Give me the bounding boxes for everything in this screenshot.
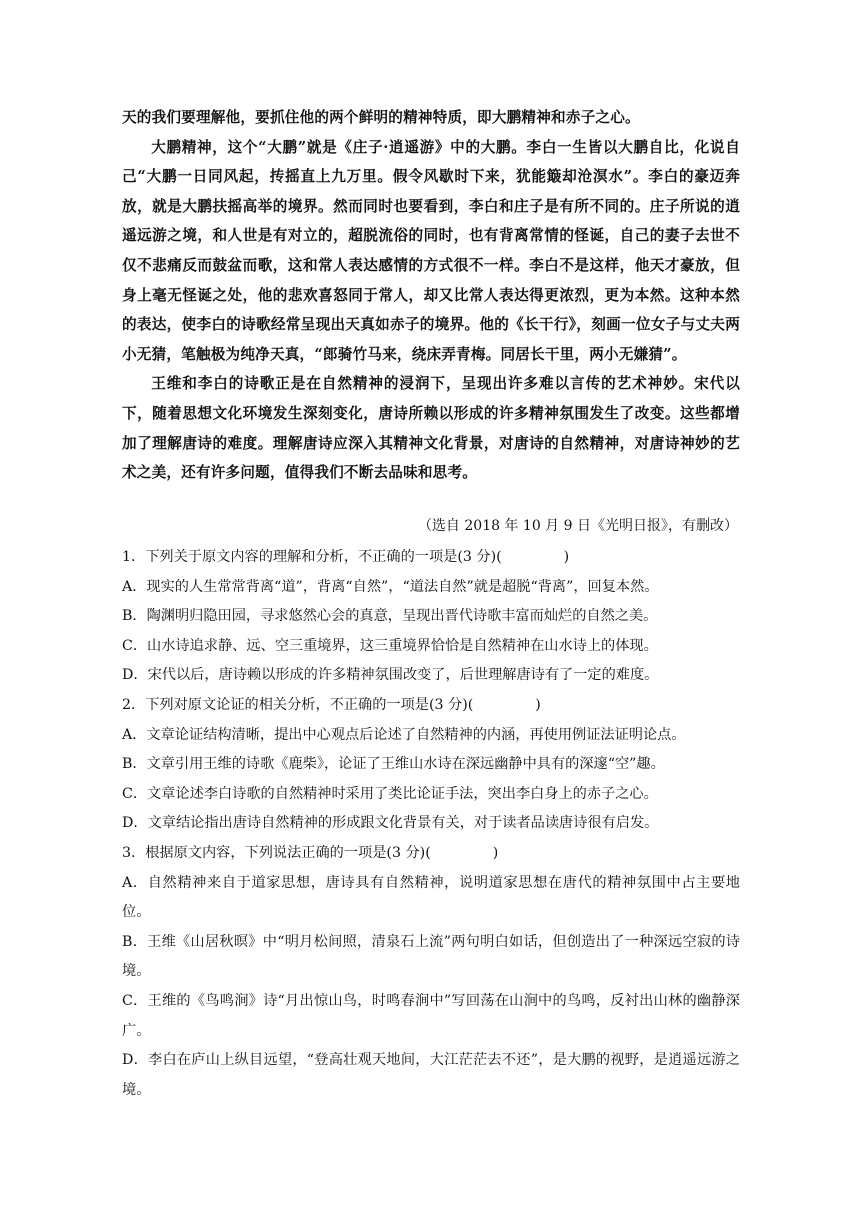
question-2-close: ) (535, 696, 541, 713)
question-3-option-d: D．李白在庐山上纵目远望，“登高壮观天地间，大江茫茫去不还”，是大鹏的视野，是逍遥远游之境。 (122, 1052, 740, 1098)
passage-paragraph-3: 王维和李白的诗歌正是在自然精神的浸润下，呈现出许多难以言传的艺术神妙。宋代以下，随着思想文化环境发生深刻变化，唐诗所赖以形成的许多精神氛围发生了改变。这些都增加了理解唐诗的难度。理解唐诗应深入其精神文化背景，对唐诗的自然精神，对唐诗神妙的艺术之美，还有许多问题，值得我们不断去品味和思考。 (122, 375, 740, 482)
question-2-option-b: B．文章引用王维的诗歌《鹿柴》，论证了王维山水诗在深远幽静中具有的深邃“空”趣。 (122, 756, 665, 773)
question-3-option-c: C．王维的《鸟鸣涧》诗“月出惊山鸟，时鸣春涧中”写回荡在山涧中的鸟鸣，反衬出山林的幽静深广。 (122, 992, 740, 1039)
passage-paragraph-2: 大鹏精神，这个“大鹏”就是《庄子·逍遥游》中的大鹏。李白一生皆以大鹏自比，化说自己“大鹏一日同风起，抟摇直上九万里。假令风歇时下来，犹能簸却沧溟水”。李白的豪迈奔放，就是大鹏扶摇高举的境界。然而同时也要看到，李白和庄子是有所不同的。庄子所说的逍遥远游之境，和人世是有对立的，超脱流俗的同时，也有背离常情的怪诞，自己的妻子去世不仅不悲痛反而鼓盆而歌，这和常人表达感情的方式很不一样。李白不是这样，他天才豪放，但身上毫无怪诞之处，他的悲欢喜怒同于常人，却又比常人表达得更浓烈，更为本然。这种本然的表达，使李白的诗歌经常呈现出天真如赤子的境界。他的《长干行》，刻画一位女子与丈夫两小无猜，笔触极为纯净天真，“郎骑竹马来，绕床弄青梅。同居长干里，两小无嫌猜”。 (122, 138, 740, 363)
source-citation: （选自 2018 年 10 月 9 日《光明日报》，有删改） (417, 518, 738, 534)
question-list (122, 543, 740, 1105)
question-2-text: 2．下列对原文论证的相关分析，不正确的一项是(3 分)( (122, 696, 474, 713)
question-3-option-a: A．自然精神来自于道家思想，唐诗具有自然精神，说明道家思想在唐代的精神氛围中占主要地位。 (122, 874, 740, 921)
question-3-close: ) (492, 844, 499, 861)
passage-paragraph-1: 天的我们要理解他，要抓住他的两个鲜明的精神特质，即大鹏精神和赤子之心。 (122, 109, 640, 126)
question-1-option-d: D．宋代以后，唐诗赖以形成的许多精神氛围改变了，后世理解唐诗有了一定的难度。 (122, 667, 659, 684)
question-1-option-c: C．山水诗追求静、远、空三重境界，这三重境界恰恰是自然精神在山水诗上的体现。 (122, 637, 658, 654)
question-1-text: 1．下列关于原文内容的理解和分析，不正确的一项是(3 分)( (122, 549, 502, 565)
question-1-stem (122, 543, 740, 573)
question-1-option-b: B．陶渊明归隐田园，寻求悠然心会的真意，呈现出晋代诗歌丰富而灿烂的自然之美。 (122, 608, 658, 625)
question-1-close: ) (563, 549, 570, 565)
question-3-text: 3．根据原文内容，下列说法正确的一项是(3 分)( (122, 844, 431, 861)
question-2-option-c: C．文章论述李白诗歌的自然精神时采用了类比论证手法，突出李白身上的赤子之心。 (122, 785, 658, 802)
question-2-stem (122, 691, 740, 721)
passage (122, 103, 740, 488)
question-2-option-d: D．文章结论指出唐诗自然精神的形成跟文化背景有关，对于读者品读唐诗很有启发。 (122, 815, 659, 832)
question-2-option-a: A．文章论证结构清晰，提出中心观点后论述了自然精神的内涵，再使用例证法证明论点。 (122, 726, 686, 743)
question-3-option-b: B．王维《山居秋暝》中“明月松间照，清泉石上流”两句明白如话，但创造出了一种深远空寂的诗境。 (122, 933, 740, 980)
question-1-option-a: A．现实的人生常常背离“道”，背离“自然”，“道法自然”就是超脱“背离”，回复本然。 (122, 578, 659, 595)
question-3-stem (122, 839, 740, 869)
